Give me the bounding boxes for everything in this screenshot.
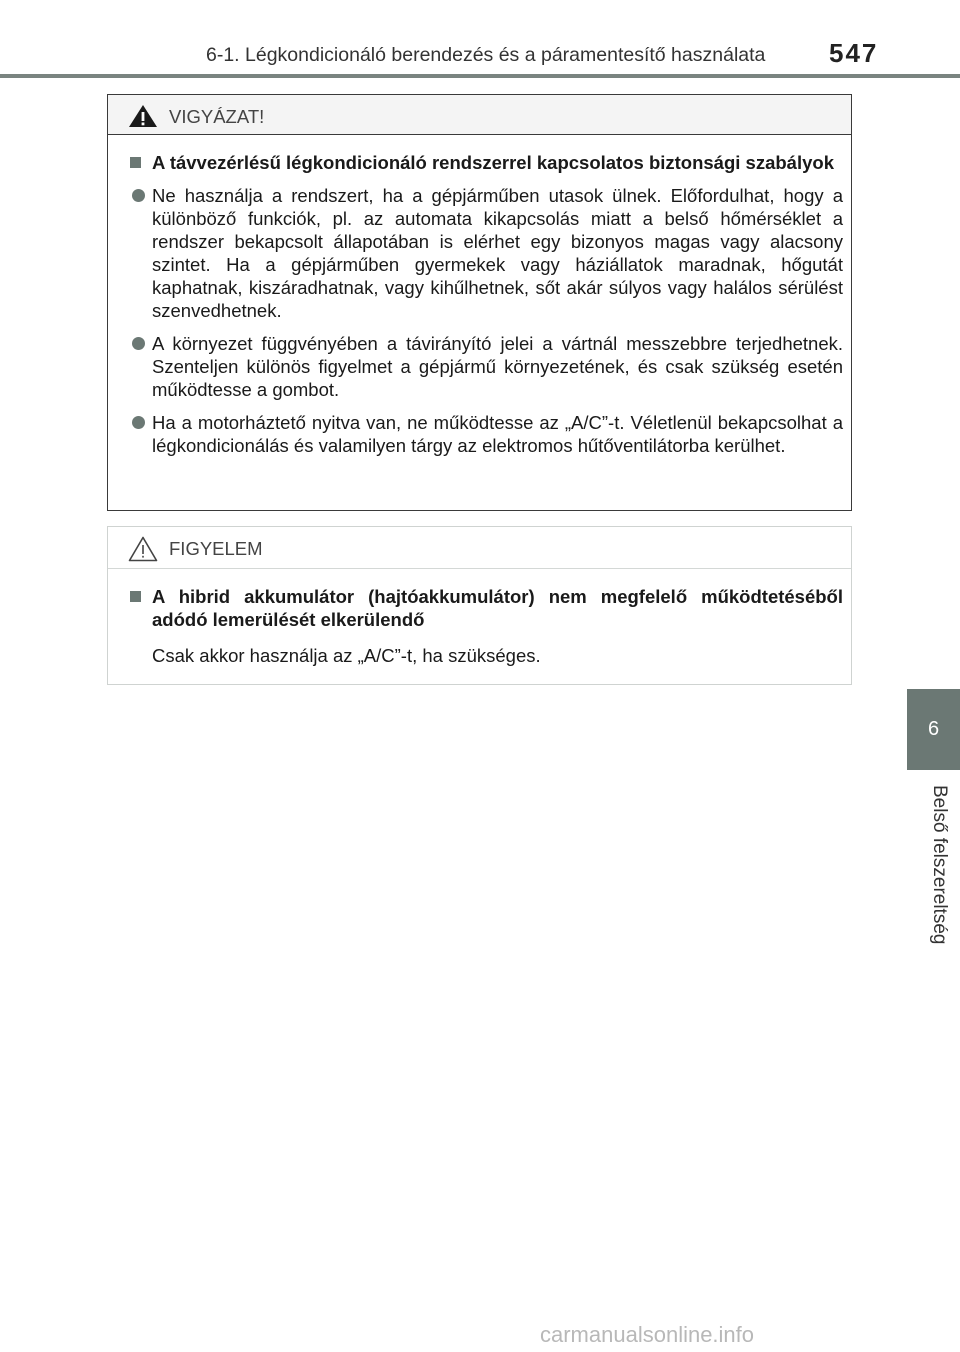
warning-bullet-text: A környezet függvényében a távirányító jelei a vártnál messzebbre terjedhetnek. Szenteljen különös figyelmet a gépjármű környezetének, és csak szükség esetén működtesse a gombot. (152, 333, 843, 400)
notice-section-title-text: A hibrid akkumulátor (hajtóakkumulátor) nem megfelelő működtetéséből adódó lemerülését elkerülendő (152, 586, 843, 630)
notice-text: Csak akkor használja az „A/C”-t, ha szükséges. (152, 645, 541, 666)
notice-box-header (108, 527, 851, 569)
notice-triangle-icon (128, 536, 158, 562)
page-number: 547 (829, 38, 879, 68)
warning-box-body (108, 135, 851, 457)
square-bullet-icon (130, 591, 141, 602)
warning-bullet-item (130, 332, 843, 401)
warning-bullet-item (130, 184, 843, 322)
circle-bullet-icon (132, 189, 145, 202)
notice-label: FIGYELEM (169, 538, 263, 559)
circle-bullet-icon (132, 337, 145, 350)
running-header-title: 6-1. Légkondicionáló berendezés és a páramentesítő használata (206, 44, 766, 66)
header-rule (0, 74, 960, 78)
warning-label: VIGYÁZAT! (169, 106, 265, 127)
warning-bullet-text: Ne használja a rendszert, ha a gépjárműben utasok ülnek. Előfordulhat, hogy a különböző funkciók, pl. az automata kikapcsolás miatt a belső hőmérséklet a rendszer bekapcsolt állapotában is elérhet egy bizonyos magas vagy alacsony szintet. Ha a gépjárműben gyermekek vagy háziállatok maradnak, hőgutát kaphatnak, kiszáradhatnak, vagy kihűlhetnek, sőt akár súlyos vagy halálos sérülést szenvedhetnek. (152, 185, 843, 321)
warning-bullet-text: Ha a motorháztető nyitva van, ne működtesse az „A/C”-t. Véletlenül bekapcsolhat a légkondicionálás és valamilyen tárgy az elektromos hűtőventilátorba kerülhet. (152, 412, 843, 456)
warning-box (107, 94, 852, 511)
notice-box-body (108, 569, 851, 667)
notice-box (107, 526, 852, 685)
warning-section-title (130, 151, 843, 174)
chapter-tab (907, 689, 960, 770)
warning-section-title-text: A távvezérlésű légkondicionáló rendszerrel kapcsolatos biztonsági szabályok (152, 152, 834, 173)
circle-bullet-icon (132, 416, 145, 429)
chapter-number: 6 (927, 718, 940, 740)
warning-box-header (108, 95, 851, 135)
watermark: carmanualsonline.info (540, 1322, 755, 1347)
warning-triangle-icon (128, 104, 158, 128)
square-bullet-icon (130, 157, 141, 168)
warning-bullet-item (130, 411, 843, 457)
notice-section-title (130, 585, 843, 631)
chapter-label: Belső felszereltség (929, 785, 950, 945)
